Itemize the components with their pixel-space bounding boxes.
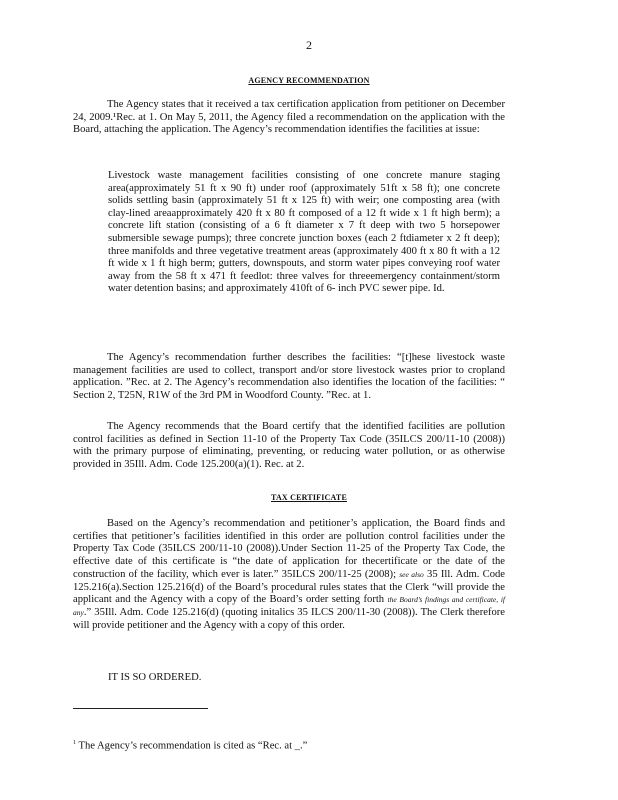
footnote-text: The Agency’s recommendation is cited as “Rec. at _.”	[78, 740, 308, 752]
paragraph-text: The Agency’s recommendation further describes the facilities: “[t]hese livestock waste management facilities are used to collect, transport and/or store livestock wastes prior to cropland application. ”Rec. at 2. The Agency’s recommendation also identifies the location of the facilities: “ Section 2, T25N, R1W of the 3rd PM in Woodford County. ”Rec. at 1.	[73, 352, 505, 402]
italic-quote: the Board’s findings and certificate, if any	[73, 595, 505, 617]
paragraph-text-part: Based on the Agency’s recommendation and petitioner’s application, the Board finds and certifies that petitioner’s facilities identified in this order are pollution control facilities under the Property Tax Code (35ILCS 200/11-10 (2008)).Under Section 11-25 of the Property Tax Code, the effective date of this certificate is “the date of application for thecertificate or the date of the construction of the facility, which ever is later.” 35ILCS 200/11-25 (2008);	[73, 518, 505, 580]
closing-ordered: IT IS SO ORDERED.	[108, 672, 202, 683]
paragraph-text-part: 35 Ill. Adm. Code 125.216(a).Section 125.216(d) of the Board’s procedural rules states that the Clerk “will provide the applicant and the Agency with a copy of the Board’s order setting forth	[73, 568, 505, 606]
paragraph-agency-recommends	[73, 421, 505, 472]
paragraph-facility-description	[73, 352, 505, 403]
heading-tax-certificate: TAX CERTIFICATE	[271, 493, 347, 502]
block-quote-facilities: Livestock waste management facilities consisting of one concrete manure staging area(approximately 51 ft x 90 ft) under roof (approximately 51ft x 58 ft); one concrete solids settling basin (approximately 51 ft x 125 ft) with weir; one composting area (with clay-lined areaapproximately 420 ft x 80 ft composed of a 12 ft wide x 1 ft high berm); a concrete lift station (consisting of a 6 ft diameter x 7 ft deep with two 5 horsepower submersible sewage pumps); three concrete junction boxes (each 2 ftdiameter x 2 ft deep); three manifolds and three vegetative treatment areas (approximately 400 ft x 80 ft with a 12 ft wide x 1 ft high berm; gutters, downspouts, and storm water pipes conveying roof water away from the 58 ft x 471 ft feedlot: three valves for threeemergency containment/storm water detention basins; and approximately 410ft of 6- inch PVC sewer pipe. Id.	[108, 170, 500, 295]
paragraph-text-part: .” 35Ill. Adm. Code 125.216(d) (quoting initalics 35 ILCS 200/11-30 (2008)). The Clerk therefore will provide petitioner and the Agency with a copy of this order.	[73, 606, 505, 631]
footnote-marker: 1	[73, 740, 76, 746]
paragraph-application-received	[73, 99, 505, 137]
paragraph-board-findings	[73, 518, 505, 632]
paragraph-text	[73, 518, 505, 632]
footnote-divider	[73, 708, 208, 709]
page-number: 2	[306, 38, 312, 52]
paragraph-text: The Agency recommends that the Board certify that the identified facilities are pollution control facilities as defined in Section 11-10 of the Property Tax Code (35ILCS 200/11-10 (2008)) with the primary purpose of eliminating, preventing, or reducing water pollution, or as otherwise provided in 35Ill. Adm. Code 125.200(a)(1). Rec. at 2.	[73, 421, 505, 471]
paragraph-text: The Agency states that it received a tax certification application from petitioner on December 24, 2009.¹Rec. at 1. On May 5, 2011, the Agency filed a recommendation on the application with the Board, attaching the application. The Agency’s recommendation identifies the facilities at issue:	[73, 99, 505, 136]
see-also-signal: see also	[399, 569, 424, 579]
heading-agency-recommendation: AGENCY RECOMMENDATION	[248, 76, 370, 85]
footnote	[73, 740, 307, 752]
